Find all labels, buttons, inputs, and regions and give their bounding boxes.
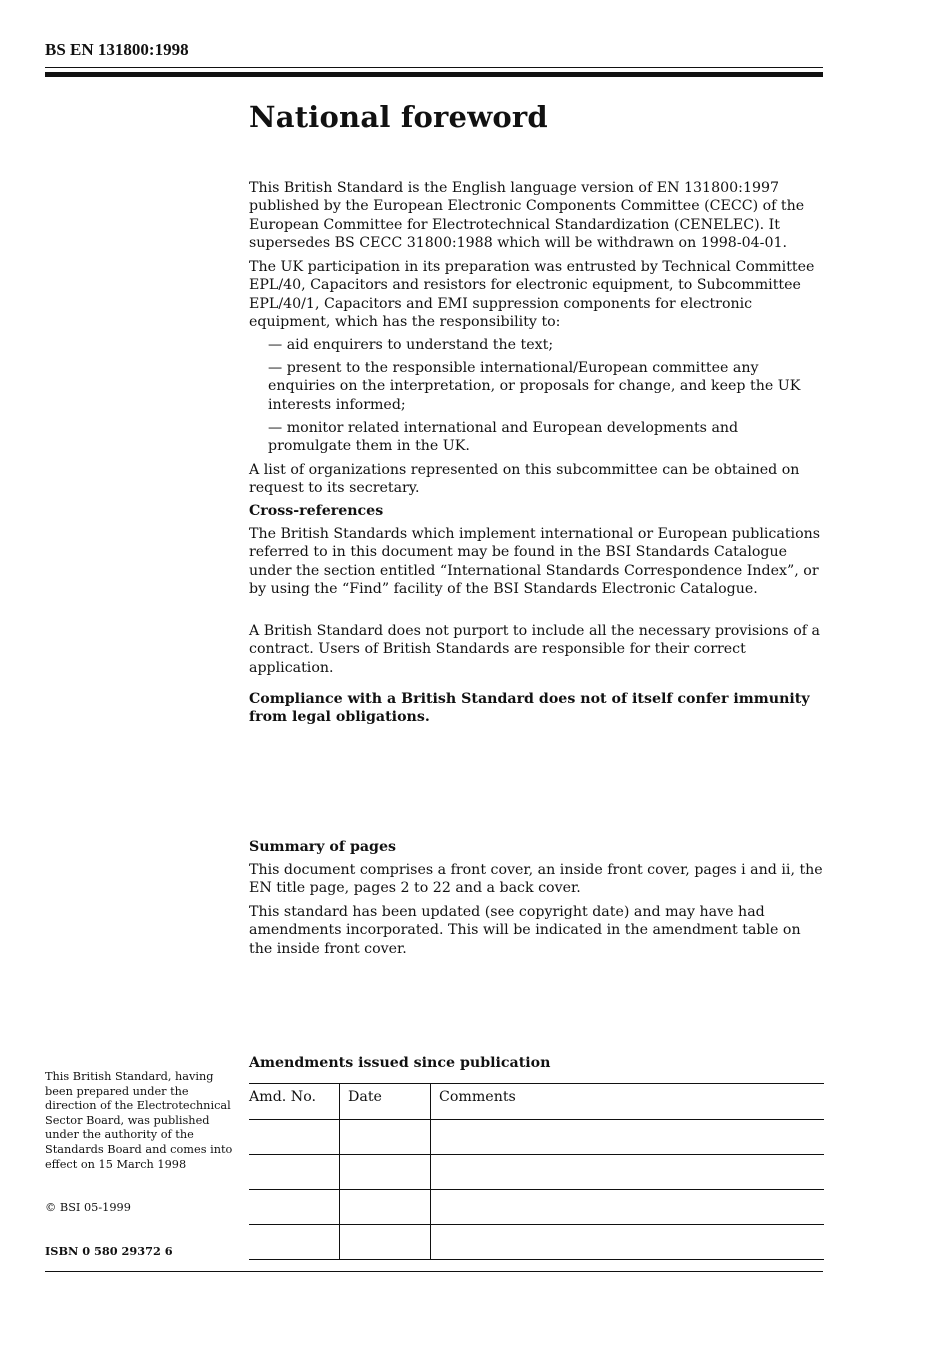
- summary-heading: Summary of pages: [249, 839, 396, 855]
- table-cell: [431, 1225, 825, 1260]
- table-cell: [431, 1190, 825, 1225]
- bullet-item: — present to the responsible international/European committee any enquiries on the interpretation, or proposals for change, and keep the UK interests informed;: [268, 360, 801, 413]
- table-row: [249, 1155, 824, 1190]
- amendments-table: [249, 1083, 824, 1260]
- paragraph-organizations: A list of organizations represented on this subcommittee can be obtained on request to its secretary.: [249, 462, 800, 497]
- publication-note: This British Standard, having been prepared under the direction of the Electrotechnical Sector Board, was published under the authority of the Standards Board and comes into effect on 15 March 1998: [45, 1070, 233, 1171]
- table-cell: [340, 1225, 431, 1260]
- isbn: ISBN 0 580 29372 6: [45, 1244, 173, 1258]
- paragraph-updated: This standard has been updated (see copyright date) and may have had amendments incorporated. This will be indicated in the amendment table on the inside front cover.: [249, 904, 801, 957]
- table-row: [249, 1190, 824, 1225]
- column-header-comments: Comments: [431, 1084, 825, 1120]
- table-header-row: [249, 1084, 824, 1120]
- paragraph-provisions: A British Standard does not purport to include all the necessary provisions of a contract. Users of British Standards are responsible for their correct application.: [249, 623, 820, 676]
- paragraph-participation: The UK participation in its preparation was entrusted by Technical Committee EPL/40, Capacitors and resistors for electronic equipment, to Subcommittee EPL/40/1, Capacitors and EMI suppression components for electronic equipment, which has the responsibility to:: [249, 259, 815, 330]
- bullet-item: — aid enquirers to understand the text;: [268, 337, 554, 353]
- header-rule-thick: [45, 72, 823, 77]
- table-cell: [431, 1155, 825, 1190]
- paragraph-intro: This British Standard is the English language version of EN 131800:1997 published by the European Electronic Components Committee (CECC) of the European Committee for Electrotechnical Standardization (CENELEC). It supersedes BS CECC 31800:1988 which will be withdrawn on 1998-04-01.: [249, 180, 805, 251]
- column-header-amd-no: Amd. No.: [249, 1084, 340, 1120]
- crossref-heading: Cross-references: [249, 503, 384, 519]
- document-code: BS EN 131800:1998: [45, 40, 189, 59]
- table-cell: [249, 1155, 340, 1190]
- table-cell: [431, 1120, 825, 1155]
- table-cell: [249, 1225, 340, 1260]
- page-title: National foreword: [249, 100, 548, 134]
- copyright-notice: © BSI 05-1999: [45, 1201, 131, 1214]
- table-cell: [340, 1120, 431, 1155]
- table-cell: [340, 1190, 431, 1225]
- amendments-heading: Amendments issued since publication: [249, 1055, 551, 1071]
- footer-rule: [45, 1271, 823, 1272]
- bullet-item: — monitor related international and European developments and promulgate them in the UK.: [268, 420, 739, 455]
- header-rule-thin: [45, 67, 823, 68]
- paragraph-summary: This document comprises a front cover, an inside front cover, pages i and ii, the EN title page, pages 2 to 22 and a back cover.: [249, 862, 823, 897]
- table-cell: [249, 1120, 340, 1155]
- table-cell: [249, 1190, 340, 1225]
- column-header-date: Date: [340, 1084, 431, 1120]
- table-cell: [340, 1155, 431, 1190]
- table-row: [249, 1120, 824, 1155]
- table-row: [249, 1225, 824, 1260]
- paragraph-crossref: The British Standards which implement international or European publications referred to in this document may be found in the BSI Standards Catalogue under the section entitled “International Standards Correspondence Index”, or by using the “Find” facility of the BSI Standards Electronic Catalogue.: [249, 526, 821, 597]
- compliance-statement: Compliance with a British Standard does not of itself confer immunity from legal obligations.: [249, 691, 810, 726]
